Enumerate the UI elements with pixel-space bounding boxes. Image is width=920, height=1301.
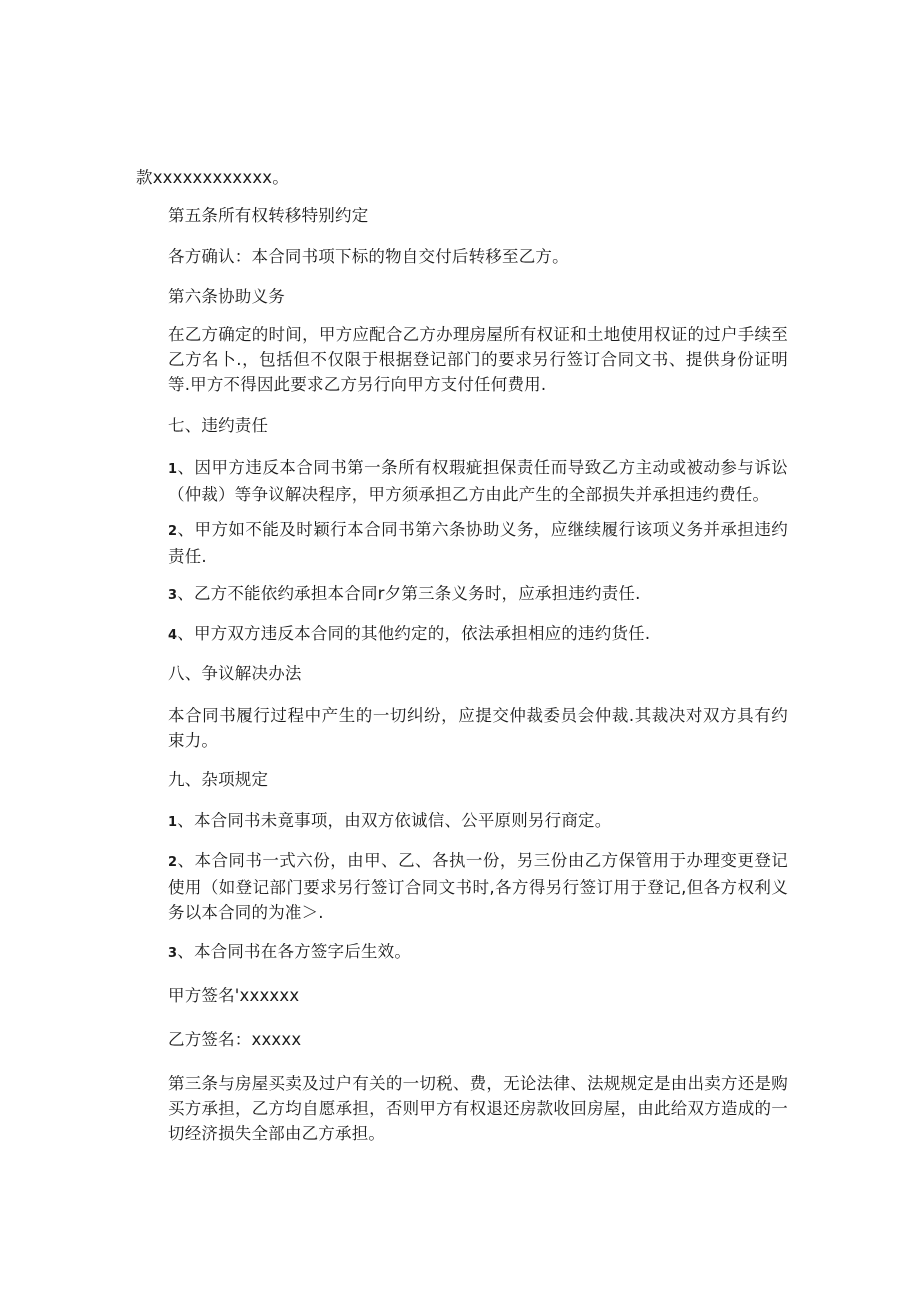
section-9-item-3 [168,940,411,966]
article-6-paragraph [136,322,788,397]
item-number: 3 [168,946,178,961]
article-3-paragraph [136,1071,788,1146]
section-9-item-2 [136,848,788,925]
item-number: 4 [168,628,178,643]
article-6-text: 在乙方确定的时间，甲方应配合乙方办理房屋所有权证和土地使用权证的过户手续至乙方名卜.，包括但不仅限于根据登记部门的要求另行签订合同文书、提供身份证明等.甲方不得因此要求乙方另行向甲方支付任何费用. [168,325,788,394]
item-text: 、乙方不能依约承担本合同r夕第三条义务时，应承担违约责任. [177,584,641,603]
item-number: 2 [168,855,178,870]
section-7-item-4 [168,622,650,648]
party-b-signature: 乙方签名：xxxxx [168,1030,302,1049]
item-text: 、本合同书在各方签字后生效。 [177,942,412,961]
article-5-heading: 第五条所有权转移特别约定 [168,206,369,225]
party-a-signature: 甲方签名'xxxxxx [168,986,300,1005]
section-8-text: 本合同书履行过程中产生的一切纠纷，应提交仲裁委员会仲裁.其裁决对双方具有约束力。 [168,706,788,750]
section-7-heading: 七、违约责任 [168,416,269,435]
article-6-heading: 第六条协助义务 [168,287,285,306]
item-text: 、本合同书一式六份，由甲、乙、各执一份，另三份由乙方保管用于办理变更登记使用（如登记部门要求另行签订合同文书时,各方得另行签订用于登记,但各方权利义务以本合同的为准＞. [168,851,788,922]
item-number: 1 [168,815,178,830]
article-5-text: 各方确认：本合同书项下标的物自交付后转移至乙方。 [168,247,569,266]
item-text: 、甲方双方违反本合同的其他约定的，依法承担相应的违约货任. [177,624,651,643]
section-9-item-1 [168,809,611,835]
section-9-heading: 九、杂项规定 [168,770,269,789]
section-8-heading: 八、争议解决办法 [168,664,302,683]
section-7-item-3 [168,582,641,608]
section-8-paragraph [136,703,788,753]
section-7-item-2 [136,517,788,569]
item-text: 、甲方如不能及时颖行本合同书第六条协助义务，应继续履行该项义务并承担违约责任. [168,520,788,566]
article-3-text: 第三条与房屋买卖及过户有关的一切税、费，无论法律、法规规定是由出卖方还是购买方承担，乙方均自愿承担，否则甲方有权退还房款收回房屋，由此给双方造成的一切经济损失全部由乙方承担。 [168,1074,788,1143]
continued-text-line: 款xxxxxxxxxxxx。 [136,168,289,187]
section-7-item-1 [136,455,788,507]
item-number: 3 [168,588,178,603]
item-number: 2 [168,524,178,539]
item-number: 1 [168,462,178,477]
item-text: 、因甲方违反本合同书第一条所有权瑕疵担保责任而导致乙方主动或被动参与诉讼（仲裁）等争议解决程序，甲方须承担乙方由此产生的全部损失并承担违约费任。 [168,458,788,504]
item-text: 、本合同书未竟事项，由双方依诚信、公平原则另行商定。 [177,811,612,830]
